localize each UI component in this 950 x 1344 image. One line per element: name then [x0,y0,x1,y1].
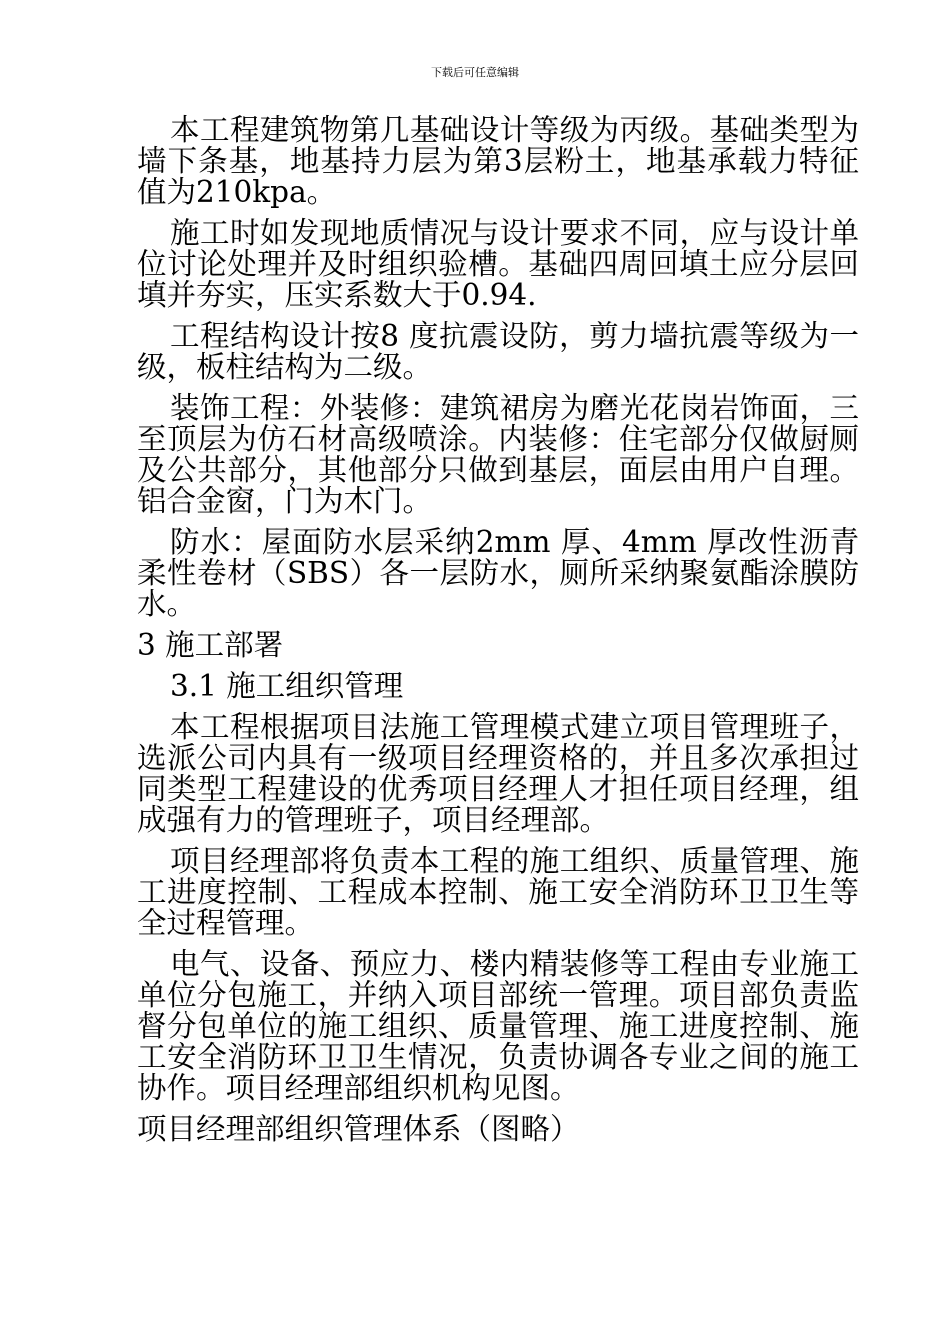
paragraph-org-system-note: 项目经理部组织管理体系（图略） [137,1112,580,1146]
section-heading-construction-deployment: 3 施工部署 [137,628,284,662]
paragraph-project-team: 本工程根据项目法施工管理模式建立项目管理班子，选派公司内具有一级项目经理资格的，并且多次承担过同类型工程建设的优秀项目经理人才担任项目经理，组成强有力的管理班子，项目经理部。 [137,710,859,837]
paragraph-seismic-design: 工程结构设计按8 度抗震设防，剪力墙抗震等级为一级，板柱结构为二级。 [137,319,859,384]
page-header: 下载后可任意编辑 [431,66,519,79]
paragraph-subcontracting: 电气、设备、预应力、楼内精装修等工程由专业施工单位分包施工，并纳入项目部统一管理。项目部负责监督分包单位的施工组织、质量管理、施工进度控制、施工安全消防环卫卫生情况，负责协调各专业之间的施工协作。项目经理部组织机构见图。 [137,947,859,1105]
document-body [137,115,859,1155]
paragraph-decoration: 装饰工程：外装修：建筑裙房为磨光花岗岩饰面，三至顶层为仿石材高级喷涂。内装修：住宅部分仅做厨厕及公共部分，其他部分只做到基层，面层由用户自理。铝合金窗，门为木门。 [137,391,859,518]
paragraph-construction-geology: 施工时如发现地质情况与设计要求不同，应与设计单位讨论处理并及时组织验槽。基础四周回填土应分层回填并夯实，压实系数大于0.94. [137,216,859,312]
paragraph-foundation: 本工程建筑物第几基础设计等级为丙级。基础类型为墙下条基，地基持力层为第3层粉土，地基承载力特征值为210kpa。 [137,113,859,209]
subsection-heading-organization: 3.1 施工组织管理 [170,669,404,703]
paragraph-project-responsibilities: 项目经理部将负责本工程的施工组织、质量管理、施工进度控制、工程成本控制、施工安全消防环卫卫生等全过程管理。 [137,844,859,940]
paragraph-waterproofing: 防水：屋面防水层采纳2mm 厚、4mm 厚改性沥青柔性卷材（SBS）各一层防水，厕所采纳聚氨酯涂膜防水。 [137,525,859,621]
